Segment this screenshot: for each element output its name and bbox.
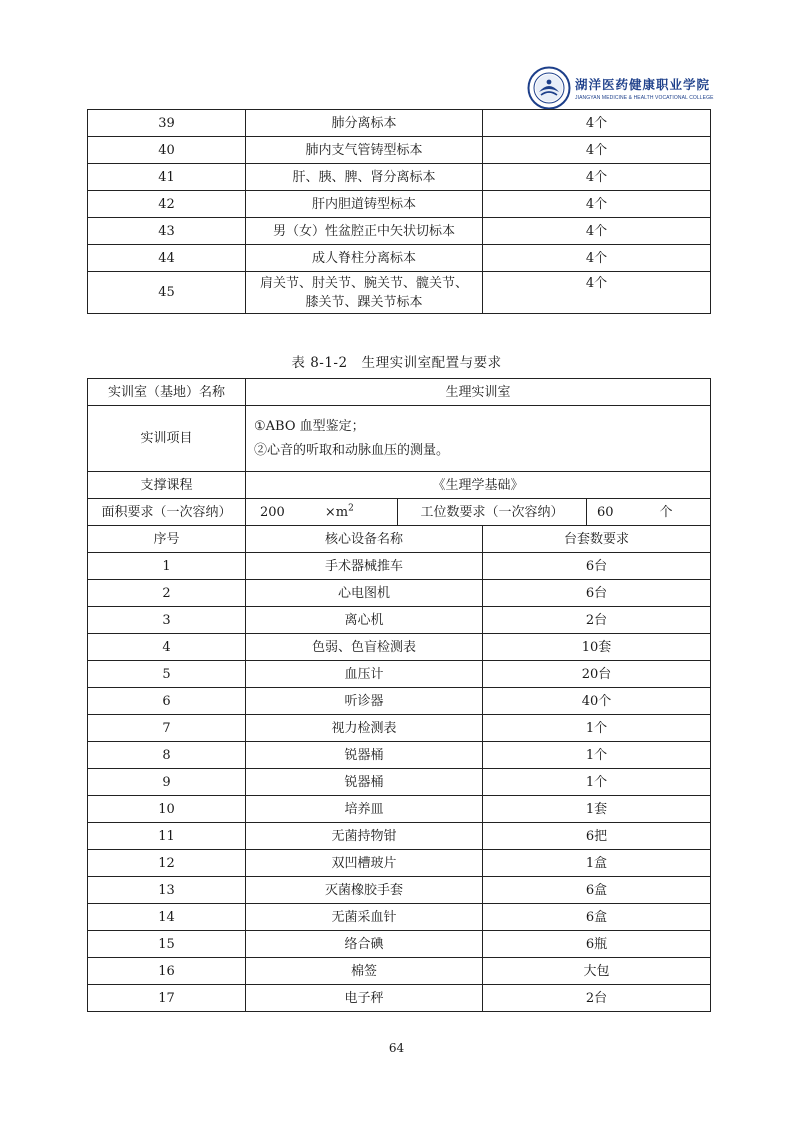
- equipment-name: 视力检测表: [246, 715, 483, 742]
- item-count: 4个: [483, 137, 711, 164]
- equipment-name: 心电图机: [246, 580, 483, 607]
- area-value: [246, 499, 398, 526]
- course-row: [88, 472, 711, 499]
- equipment-count: 6台: [483, 553, 711, 580]
- equipment-count: 2台: [483, 985, 711, 1012]
- row-number: 8: [88, 742, 246, 769]
- course-value: 《生理学基础》: [246, 472, 711, 499]
- project-item: ②心音的听取和动脉血压的测量。: [254, 442, 450, 458]
- row-number: 17: [88, 985, 246, 1012]
- equipment-count: 6把: [483, 823, 711, 850]
- workplace-value: [587, 499, 711, 526]
- workplace-label: 工位数要求（一次容纳）: [398, 499, 587, 526]
- header-no: 序号: [88, 526, 246, 553]
- table-row: [88, 164, 711, 191]
- project-row: [88, 406, 711, 472]
- project-list: [246, 406, 711, 472]
- table-row: [88, 245, 711, 272]
- area-number: 200: [260, 504, 285, 520]
- table-header-row: [88, 526, 711, 553]
- table-row: [88, 796, 711, 823]
- row-number: 5: [88, 661, 246, 688]
- item-count: 4个: [483, 191, 711, 218]
- area-unit-exponent: 2: [348, 503, 354, 514]
- specimen-table: [87, 109, 711, 314]
- row-number: 6: [88, 688, 246, 715]
- row-number: 45: [88, 272, 246, 314]
- equipment-count: 10套: [483, 634, 711, 661]
- equipment-count: 40个: [483, 688, 711, 715]
- logo-english-name: JIANGYAN MEDICINE & HEALTH VOCATIONAL COLLEGE: [575, 95, 714, 101]
- equipment-count: 1个: [483, 715, 711, 742]
- equipment-name: 培养皿: [246, 796, 483, 823]
- row-number: 16: [88, 958, 246, 985]
- workplace-unit: 个: [659, 504, 673, 520]
- table-row: [88, 715, 711, 742]
- equipment-name: 离心机: [246, 607, 483, 634]
- equipment-count: 2台: [483, 607, 711, 634]
- equipment-count: 6盒: [483, 904, 711, 931]
- item-name: 男（女）性盆腔正中矢状切标本: [246, 218, 483, 245]
- table-row: [88, 553, 711, 580]
- project-item: ①ABO 血型鉴定；: [254, 418, 365, 434]
- item-name-line1: 肩关节、肘关节、腕关节、髋关节、: [259, 275, 468, 291]
- area-unit: ×m: [324, 504, 349, 520]
- table-row: [88, 769, 711, 796]
- row-number: 44: [88, 245, 246, 272]
- college-seal-icon: [527, 66, 571, 110]
- row-number: 1: [88, 553, 246, 580]
- table-row: [88, 218, 711, 245]
- row-number: 15: [88, 931, 246, 958]
- item-count: 4个: [483, 218, 711, 245]
- capacity-row: [88, 499, 711, 526]
- table-row: [88, 607, 711, 634]
- row-number: 41: [88, 164, 246, 191]
- table-row: [88, 634, 711, 661]
- row-number: 14: [88, 904, 246, 931]
- course-label: 支撑课程: [88, 472, 246, 499]
- physiology-lab-table: [87, 378, 711, 1012]
- row-number: 42: [88, 191, 246, 218]
- table-row: [88, 580, 711, 607]
- equipment-name: 锐器桶: [246, 742, 483, 769]
- equipment-count: 大包: [483, 958, 711, 985]
- equipment-name: 血压计: [246, 661, 483, 688]
- item-count: 4个: [483, 245, 711, 272]
- item-name: 肝内胆道铸型标本: [246, 191, 483, 218]
- table-row: [88, 904, 711, 931]
- equipment-name: 电子秤: [246, 985, 483, 1012]
- area-label: 面积要求（一次容纳）: [88, 499, 246, 526]
- equipment-name: 络合碘: [246, 931, 483, 958]
- table-row: [88, 742, 711, 769]
- equipment-name: 锐器桶: [246, 769, 483, 796]
- lab-name-label: 实训室（基地）名称: [88, 379, 246, 406]
- item-name: [246, 272, 483, 314]
- item-count: 4个: [483, 110, 711, 137]
- page-number: 64: [388, 1041, 405, 1055]
- table-row: [88, 137, 711, 164]
- row-number: 2: [88, 580, 246, 607]
- equipment-count: 1个: [483, 742, 711, 769]
- table-row: [88, 958, 711, 985]
- row-number: 11: [88, 823, 246, 850]
- table-row: [88, 661, 711, 688]
- equipment-count: 6盒: [483, 877, 711, 904]
- equipment-name: 无菌持物钳: [246, 823, 483, 850]
- workplace-number: 60: [597, 504, 614, 520]
- item-count: 4个: [483, 272, 711, 314]
- row-number: 12: [88, 850, 246, 877]
- table-row: [88, 877, 711, 904]
- equipment-count: 1盒: [483, 850, 711, 877]
- item-name: 肺分离标本: [246, 110, 483, 137]
- row-number: 39: [88, 110, 246, 137]
- equipment-name: 双凹槽玻片: [246, 850, 483, 877]
- equipment-name: 手术器械推车: [246, 553, 483, 580]
- table-row: [88, 985, 711, 1012]
- equipment-count: 1套: [483, 796, 711, 823]
- equipment-count: 1个: [483, 769, 711, 796]
- logo-chinese-name: 湖洋医药健康职业学院: [575, 77, 711, 92]
- equipment-count: 20台: [483, 661, 711, 688]
- row-number: 7: [88, 715, 246, 742]
- equipment-name: 灭菌橡胶手套: [246, 877, 483, 904]
- project-label: 实训项目: [88, 406, 246, 472]
- table-row: [88, 272, 711, 314]
- college-logo: [527, 66, 717, 110]
- equipment-count: 6瓶: [483, 931, 711, 958]
- header-name: 核心设备名称: [246, 526, 483, 553]
- item-name-line2: 膝关节、踝关节标本: [305, 294, 423, 310]
- row-number: 4: [88, 634, 246, 661]
- row-number: 13: [88, 877, 246, 904]
- row-number: 9: [88, 769, 246, 796]
- lab-name-value: 生理实训室: [246, 379, 711, 406]
- equipment-rows: [88, 553, 711, 1012]
- table-row: [88, 688, 711, 715]
- table-row: [88, 850, 711, 877]
- header-count: 台套数要求: [483, 526, 711, 553]
- row-number: 43: [88, 218, 246, 245]
- table-row: [88, 823, 711, 850]
- item-count: 4个: [483, 164, 711, 191]
- table-caption: 表 8-1-2 生理实训室配置与要求: [291, 355, 502, 371]
- item-name: 成人脊柱分离标本: [246, 245, 483, 272]
- equipment-name: 棉签: [246, 958, 483, 985]
- equipment-name: 听诊器: [246, 688, 483, 715]
- row-number: 3: [88, 607, 246, 634]
- equipment-name: 色弱、色盲检测表: [246, 634, 483, 661]
- row-number: 40: [88, 137, 246, 164]
- equipment-count: 6台: [483, 580, 711, 607]
- table-row: [88, 110, 711, 137]
- item-name: 肺内支气管铸型标本: [246, 137, 483, 164]
- item-name: 肝、胰、脾、肾分离标本: [246, 164, 483, 191]
- table-row: [88, 191, 711, 218]
- lab-name-row: [88, 379, 711, 406]
- table-row: [88, 931, 711, 958]
- equipment-name: 无菌采血针: [246, 904, 483, 931]
- row-number: 10: [88, 796, 246, 823]
